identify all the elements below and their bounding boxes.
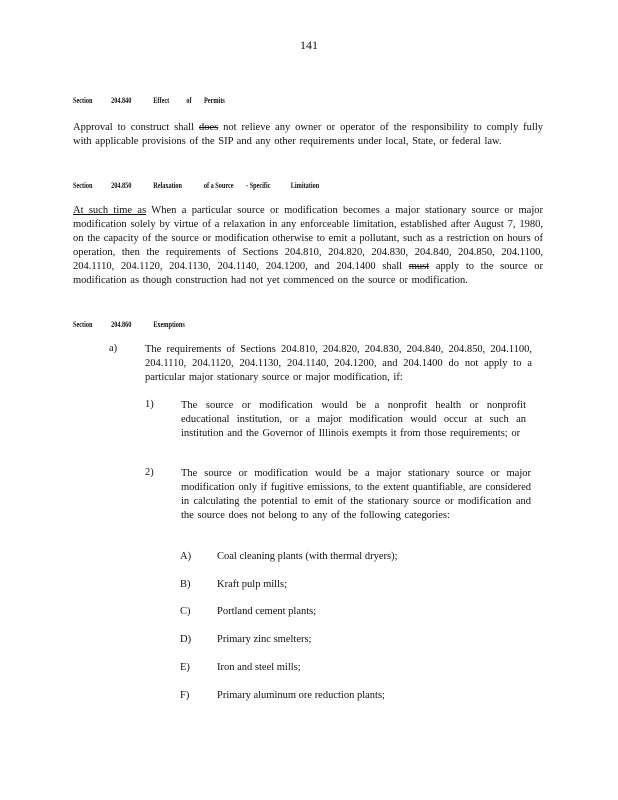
item-marker: 1) bbox=[145, 399, 154, 410]
section-title-part: Limitation bbox=[290, 181, 320, 190]
inserted-text: At such time as bbox=[73, 205, 147, 216]
category-letter: D) bbox=[180, 634, 192, 645]
category-text: Primary aluminum ore reduction plants; bbox=[217, 690, 385, 701]
category-text: Portland cement plants; bbox=[217, 606, 317, 617]
subsection-a-text: The requirements of Sections 204.810, 204.820, 204.830, 204.840, 204.850, 204.1100, 204.1110, 204.1120, 204.1130, 204.1140, 204.1200, and 204.1400 do not apply to a particular major stationary source or major modification, if: bbox=[145, 344, 532, 383]
paragraph-204-840 bbox=[73, 121, 543, 149]
section-heading-204-840 bbox=[73, 96, 225, 105]
item-marker: 2) bbox=[145, 467, 154, 478]
section-title-part: of a Source bbox=[203, 181, 234, 190]
section-code: 204.840 bbox=[111, 96, 132, 105]
category-letter: A) bbox=[180, 551, 192, 562]
text-run: not relieve any owner or operator of the responsibility to comply fully with applicable provisions of the SIP and any other requirements under local, State, or federal law. bbox=[73, 122, 543, 147]
category-text: Primary zinc smelters; bbox=[217, 634, 312, 645]
text-run: apply to the source or modification as though construction had not yet commenced on the source or modification. bbox=[73, 261, 543, 286]
section-title-part: of bbox=[186, 96, 192, 105]
section-label: Section bbox=[73, 96, 93, 105]
category-text: Coal cleaning plants (with thermal dryers); bbox=[217, 551, 398, 562]
section-title-part: Relaxation bbox=[153, 181, 183, 190]
category-letter: F) bbox=[180, 690, 190, 701]
category-letter: C) bbox=[180, 606, 191, 617]
deleted-text: must bbox=[408, 261, 430, 272]
category-text: Kraft pulp mills; bbox=[217, 579, 287, 590]
text-run: Approval to construct shall bbox=[73, 122, 199, 133]
deleted-text: does bbox=[198, 122, 219, 133]
section-heading-204-860 bbox=[73, 320, 185, 329]
section-code: 204.850 bbox=[111, 181, 132, 190]
paragraph-204-850 bbox=[73, 204, 543, 288]
item-1-text: The source or modification would be a nonprofit health or nonprofit educational institution, or a major modification would occur at such an institution and the Governor of Illinois exempts it from those requirements; or bbox=[181, 400, 526, 439]
section-label: Section bbox=[73, 320, 93, 329]
section-label: Section bbox=[73, 181, 93, 190]
category-letter: B) bbox=[180, 579, 191, 590]
section-heading-204-850 bbox=[73, 181, 319, 190]
page-number: 141 bbox=[300, 38, 318, 52]
section-title-part: Effect bbox=[153, 96, 170, 105]
section-code: 204.860 bbox=[111, 320, 132, 329]
item-2-text: The source or modification would be a major stationary source or major modification only if fugitive emissions, to the extent quantifiable, are considered in calculating the potential to emit of the stationary source or modification and the source does not belong to any of the following categories: bbox=[181, 468, 531, 521]
category-text: Iron and steel mills; bbox=[217, 662, 301, 673]
section-title-part: Exemptions bbox=[153, 320, 185, 329]
subsection-marker: a) bbox=[109, 343, 118, 354]
section-title-part: Permits bbox=[204, 96, 225, 105]
category-letter: E) bbox=[180, 662, 190, 673]
section-title-part: - Specific bbox=[246, 181, 271, 190]
text-run: When a particular source or modification becomes a major stationary source or major modification solely by virtue of a relaxation in any enforceable limitation, established after August 7, 1980, on the capacity of the source or modification otherwise to emit a pollutant, such as a restriction on hours of operation, then the requirements of Sections 204.810, 204.820, 204.830, 204.840, 204.850, 204.1100, 204.1110, 204.1120, 204.1130, 204.1140, 204.1200, and 204.1400 shall bbox=[73, 205, 543, 272]
